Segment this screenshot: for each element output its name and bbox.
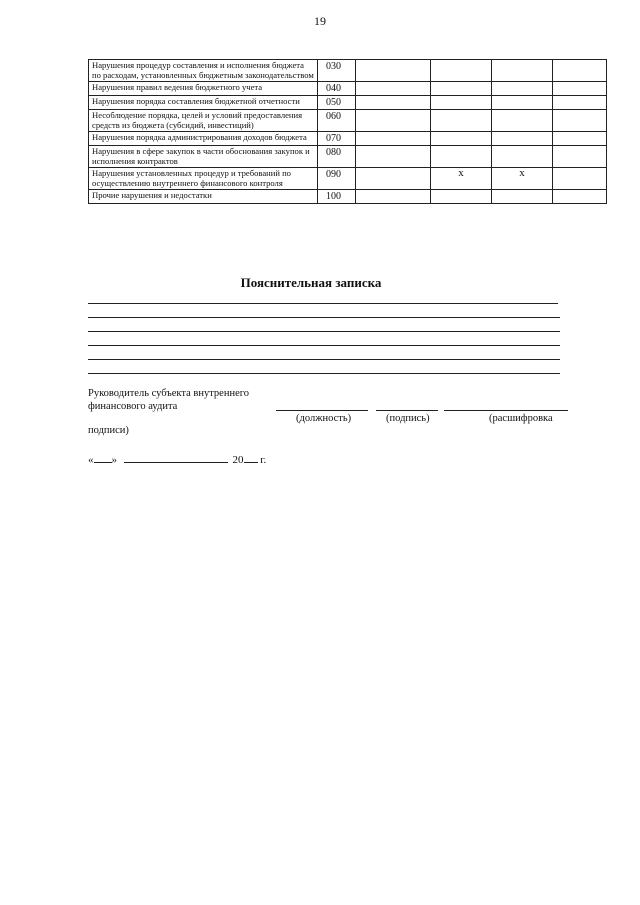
row-code: 100: [318, 190, 356, 204]
row-cell-4: [431, 110, 492, 132]
table-row: [89, 82, 607, 96]
row-name: Нарушения в сфере закупок в части обоснования закупок и исполнения контрактов: [89, 146, 318, 168]
row-code: 080: [318, 146, 356, 168]
row-cell-6: [553, 60, 607, 82]
table-row: [89, 96, 607, 110]
table-row: [89, 190, 607, 204]
page-number: 19: [314, 14, 326, 28]
row-cell-3: [356, 146, 431, 168]
year-suffix: г.: [260, 454, 267, 466]
row-cell-4: [431, 132, 492, 146]
signature-label-line2: финансового аудита: [88, 401, 178, 412]
row-cell-3: [356, 132, 431, 146]
row-cell-3: [356, 110, 431, 132]
table-row: [89, 168, 607, 190]
row-name: Нарушения порядка составления бюджетной отчетности: [89, 96, 318, 110]
row-cell-3: [356, 190, 431, 204]
table-row: [89, 110, 607, 132]
row-cell-6: [553, 190, 607, 204]
row-code: 070: [318, 132, 356, 146]
row-code: 040: [318, 82, 356, 96]
row-code: 060: [318, 110, 356, 132]
signature-label: [88, 387, 249, 413]
row-cell-4: [431, 82, 492, 96]
year-prefix: 20: [232, 454, 244, 466]
row-cell-3: [356, 168, 431, 190]
day-blank: [94, 452, 112, 463]
decoding-line: [444, 410, 568, 411]
row-code: 050: [318, 96, 356, 110]
row-cell-4: [431, 190, 492, 204]
note-line-2: [88, 317, 560, 318]
row-cell-5: [492, 96, 553, 110]
date-line: [88, 452, 266, 466]
row-cell-6: [553, 168, 607, 190]
table-row: [89, 132, 607, 146]
row-cell-4: x: [431, 168, 492, 190]
row-cell-3: [356, 60, 431, 82]
row-code: 030: [318, 60, 356, 82]
row-name: Нарушения процедур составления и исполнения бюджета по расходам, установленных бюджетным законодательством: [89, 60, 318, 82]
row-cell-5: [492, 82, 553, 96]
row-name: Нарушения правил ведения бюджетного учета: [89, 82, 318, 96]
signature-caption: (подпись): [386, 413, 430, 424]
decoding-caption-tail: подписи): [88, 425, 129, 436]
note-line-3: [88, 331, 560, 332]
row-cell-3: [356, 96, 431, 110]
row-name: Нарушения порядка администрирования доходов бюджета: [89, 132, 318, 146]
decoding-caption: (расшифровка: [489, 413, 553, 424]
row-cell-5: [492, 132, 553, 146]
signature-label-line1: Руководитель субъекта внутреннего: [88, 388, 250, 399]
row-cell-6: [553, 82, 607, 96]
row-cell-4: [431, 96, 492, 110]
table-row: [89, 60, 607, 82]
row-cell-4: [431, 146, 492, 168]
row-cell-5: [492, 146, 553, 168]
month-blank: [124, 452, 228, 463]
year-blank: [244, 452, 258, 463]
position-line: [276, 410, 368, 411]
row-cell-5: [492, 110, 553, 132]
note-line-5: [88, 359, 560, 360]
date-close-quote: »: [111, 454, 117, 466]
row-code: 090: [318, 168, 356, 190]
table-row: [89, 146, 607, 168]
row-cell-3: [356, 82, 431, 96]
row-cell-6: [553, 132, 607, 146]
row-cell-5: [492, 60, 553, 82]
row-cell-5: [492, 190, 553, 204]
row-cell-6: [553, 146, 607, 168]
row-name: Нарушения установленных процедур и требований по осуществлению внутреннего финансового контроля: [89, 168, 318, 190]
row-name: Прочие нарушения и недостатки: [89, 190, 318, 204]
note-line-4: [88, 345, 560, 346]
row-cell-5: x: [492, 168, 553, 190]
note-line-1: [88, 303, 558, 304]
note-line-6: [88, 373, 560, 374]
row-name: Несоблюдение порядка, целей и условий предоставления средств из бюджета (субсидий, инвестиций): [89, 110, 318, 132]
signature-line: [376, 410, 438, 411]
row-cell-4: [431, 60, 492, 82]
note-title: Пояснительная записка: [240, 275, 382, 290]
row-cell-6: [553, 110, 607, 132]
position-caption: (должность): [296, 413, 352, 424]
row-cell-6: [553, 96, 607, 110]
violations-table: [88, 59, 607, 204]
date-open-quote: «: [88, 454, 94, 466]
